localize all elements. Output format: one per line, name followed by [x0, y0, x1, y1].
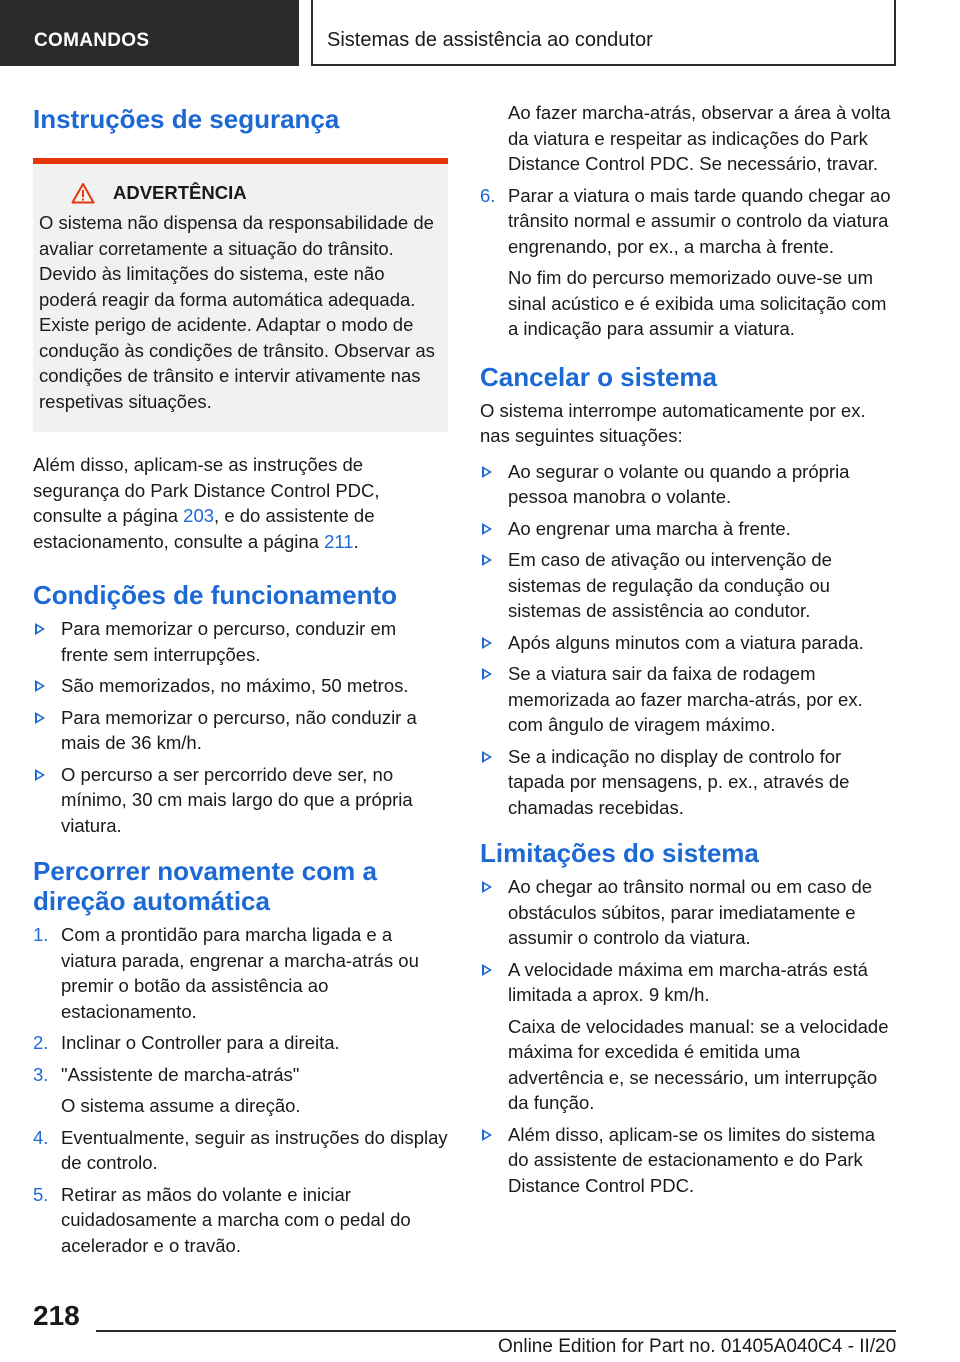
warning-box	[33, 158, 448, 432]
list-item: Após alguns minutos com a viatura parada.	[480, 630, 895, 656]
left-column	[33, 96, 448, 1274]
step-5-note: Ao fazer marcha-atrás, observar a área à volta da viatura e respeitar as indicações do Park Distance Control PDC. Se necessário, travar.	[508, 102, 891, 174]
bullet-triangle-icon	[480, 547, 508, 624]
step-item: 6. Parar a viatura o mais tarde quando chegar ao trânsito normal e assumir o controlo da viatura engrenando, por ex., a marcha à frente.	[480, 183, 895, 260]
step-number: 1.	[33, 924, 49, 945]
warning-title: ADVERTÊNCIA	[113, 182, 247, 203]
page-link-203[interactable]: 203	[183, 505, 215, 526]
list-item: O percurso a ser percorrido deve ser, no mínimo, 30 cm mais largo do que a própria viatura.	[33, 762, 448, 839]
step-item: 5. Retirar as mãos do volante e iniciar cuidadosamente a marcha com o pedal do acelerador e o travão.	[33, 1182, 448, 1259]
list-item: Se a viatura sair da faixa de rodagem memorizada ao fazer marcha-atrás, por ex. com ângulo de viragem máximo.	[480, 661, 895, 738]
footer-divider	[96, 1330, 896, 1332]
page-header	[0, 0, 960, 66]
limits-heading: Limitações do sistema	[480, 838, 759, 868]
step-6-note: No fim do percurso memorizado ouve-se um sinal acústico e é exibida uma solicitação com a indicação para assumir a viatura.	[508, 267, 887, 339]
bullet-triangle-icon	[33, 616, 61, 667]
list-item: Ao engrenar uma marcha à frente.	[480, 516, 895, 542]
bullet-triangle-icon	[480, 630, 508, 656]
conditions-heading: Condições de funcionamento	[33, 580, 398, 610]
auto-steps-continued	[480, 183, 895, 342]
step-number: 4.	[33, 1126, 49, 1148]
warning-header	[39, 182, 436, 204]
safety-text-c: .	[353, 530, 359, 552]
list-item: Se a indicação no display de controlo for tapada por mensagens, p. ex., através de chamadas recebidas.	[480, 744, 895, 821]
chapter-title: Sistemas de assistência ao condutor	[311, 0, 896, 66]
bullet-triangle-icon	[33, 762, 61, 839]
warning-triangle-icon	[71, 182, 95, 204]
auto-heading: Percorrer novamente com a direção automática	[33, 856, 377, 916]
list-item: Ao chegar ao trânsito normal ou em caso de obstáculos súbitos, parar imediatamente e assumir o controlo da viatura.	[480, 874, 895, 951]
list-item: Para memorizar o percurso, conduzir em frente sem interrupções.	[33, 616, 448, 667]
cancel-list	[480, 459, 895, 821]
bullet-triangle-icon	[480, 744, 508, 821]
safety-text-b: , e do assistente de estacionamento, consulte a página	[33, 505, 375, 552]
conditions-list	[33, 616, 448, 838]
bullet-triangle-icon	[480, 874, 508, 951]
limits-list	[480, 874, 895, 1198]
right-column	[480, 100, 895, 1214]
step-number: 2.	[33, 1032, 49, 1053]
list-item: Para memorizar o percurso, não conduzir a mais de 36 km/h.	[33, 705, 448, 756]
step-item: 2. Inclinar o Controller para a direita.	[33, 1030, 448, 1056]
warning-text: O sistema não dispensa da responsabilidade de avaliar corretamente a situação do trânsito. Devido às limitações do sistema, este não poderá reagir da forma automática adequada. Existe perigo de acidente. Adaptar o modo de condução às condições de trânsito. Observar as condições de trânsito e intervir ativamente nas respetivas situações.	[39, 212, 435, 412]
cancel-heading: Cancelar o sistema	[480, 361, 718, 392]
bullet-triangle-icon	[480, 957, 508, 1008]
safety-paragraph	[33, 452, 448, 554]
footer-edition: Online Edition for Part no. 01405A040C4 - II/20	[498, 1336, 897, 1357]
bullet-triangle-icon	[480, 516, 508, 542]
bullet-triangle-icon	[480, 661, 508, 738]
bullet-triangle-icon	[33, 705, 61, 756]
bullet-triangle-icon	[480, 459, 508, 510]
step-number: 3.	[33, 1063, 49, 1085]
safety-text-a: Além disso, aplicam-se as instruções de segurança do Park Distance Control PDC, consulte a página	[33, 454, 380, 526]
step-item: 1. Com a prontidão para marcha ligada e a viatura parada, engrenar a marcha-atrás ou premir o botão da assistência ao estacionamento.	[33, 922, 448, 1024]
page-link-211[interactable]: 211	[324, 530, 354, 552]
bullet-triangle-icon	[480, 1122, 508, 1199]
step-number: 6.	[480, 184, 496, 206]
safety-heading: Instruções de segurança	[33, 104, 340, 134]
step-3-note: O sistema assume a direção.	[61, 1095, 301, 1116]
list-item: Em caso de ativação ou intervenção de sistemas de regulação da condução ou sistemas de assistência ao condutor.	[480, 547, 895, 624]
cancel-intro: O sistema interrompe automaticamente por ex. nas seguintes situações:	[480, 399, 866, 446]
section-label: COMANDOS	[0, 0, 299, 66]
list-item: São memorizados, no máximo, 50 metros.	[33, 673, 448, 699]
auto-steps-list	[33, 922, 448, 1258]
list-item: A velocidade máxima em marcha-atrás está limitada a aprox. 9 km/h.	[480, 957, 895, 1008]
step-item: 4. Eventualmente, seguir as instruções do display de controlo.	[33, 1125, 448, 1176]
limits-note: Caixa de velocidades manual: se a velocidade máxima for excedida é emitida uma advertência e, se necessário, um interrupção da função.	[508, 1015, 889, 1113]
bullet-triangle-icon	[33, 673, 61, 699]
step-item: 3. "Assistente de marcha-atrás"	[33, 1062, 448, 1088]
list-item: Ao segurar o volante ou quando a própria pessoa manobra o volante.	[480, 459, 895, 510]
step-number: 5.	[33, 1183, 49, 1205]
list-item: Além disso, aplicam-se os limites do sistema do assistente de estacionamento e do Park Distance Control PDC.	[480, 1122, 895, 1199]
page-number: 218	[33, 1300, 80, 1331]
